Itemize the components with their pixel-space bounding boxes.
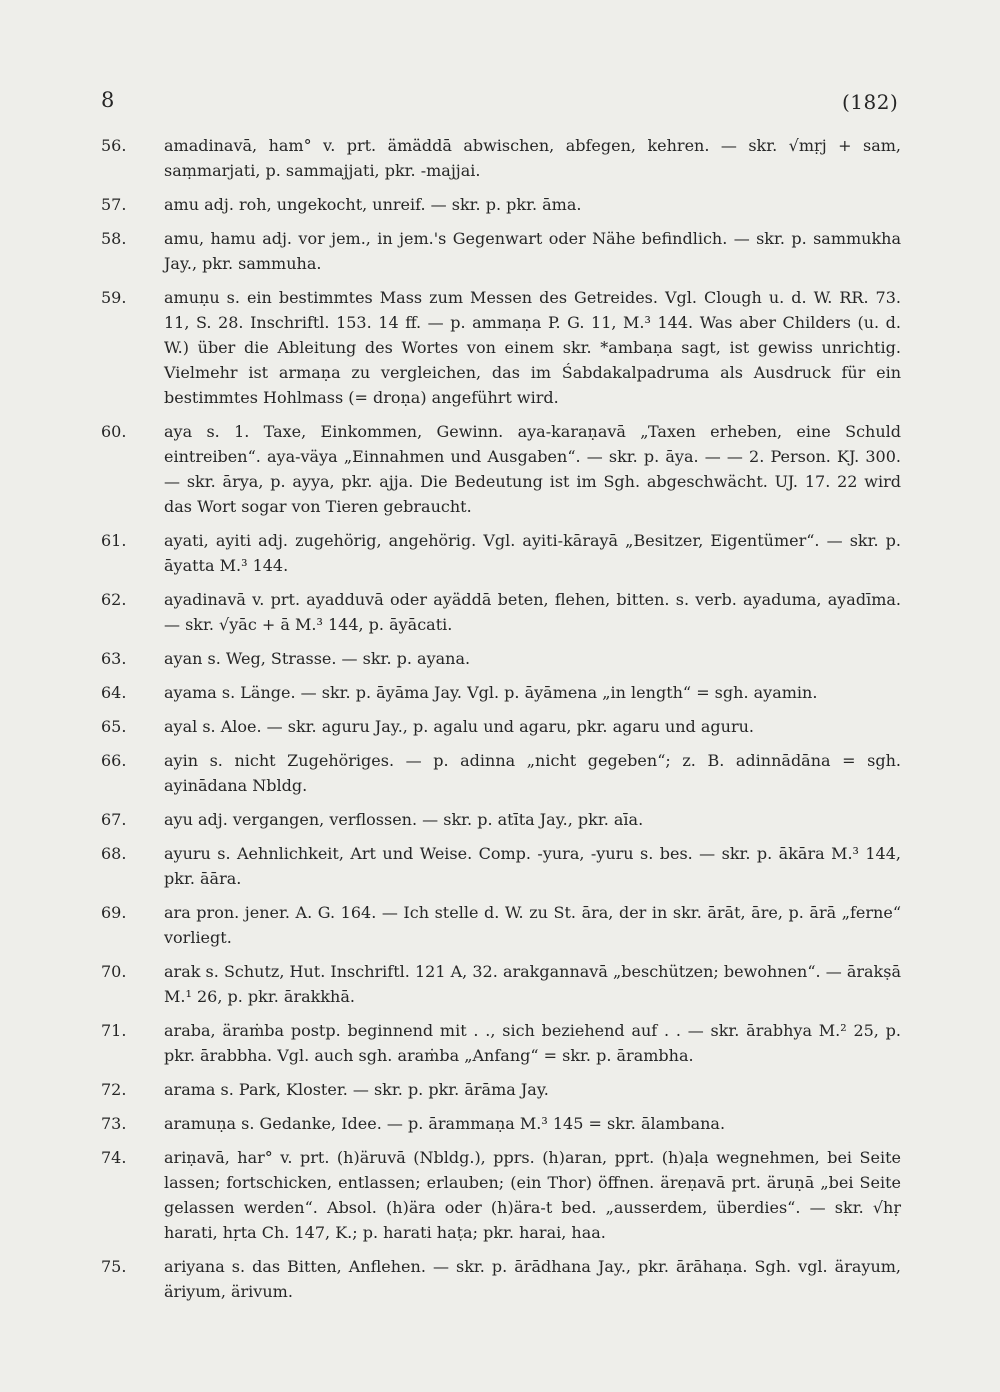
page-number: 8 [101, 88, 115, 112]
entry-62 [101, 587, 901, 637]
entry-number: 65. [101, 717, 127, 736]
entry-61 [101, 528, 901, 578]
entry-text: ayan s. Weg, Strasse. — skr. p. ayana. [164, 649, 471, 668]
entry-number: 58. [101, 229, 127, 248]
entry-60 [101, 419, 901, 519]
entry-text: ayati, ayiti adj. zugehörig, angehörig. Vgl. ayiti-kārayā „Besitzer, Eigentümer“. — skr. p. āyatta M.³ 144. [164, 531, 901, 575]
entry-67 [101, 807, 901, 832]
entry-number: 70. [101, 962, 127, 981]
entry-number: 64. [101, 683, 127, 702]
entry-text: araba, äraṁba postp. beginnend mit . ., sich beziehend auf . . — skr. ārabhya M.² 25, p. pkr. ārabbha. Vgl. auch sgh. araṁba „Anfang“ = skr. p. ārambha. [164, 1021, 901, 1065]
entry-text: ariyana s. das Bitten, Anflehen. — skr. p. ārādhana Jay., pkr. ārāhaṇa. Sgh. vgl. ärayum, äriyum, ärivum. [164, 1257, 901, 1301]
entry-number: 56. [101, 136, 127, 155]
entry-number: 60. [101, 422, 127, 441]
entry-text: amadinavā, ham° v. prt. ämäddā abwischen, abfegen, kehren. — skr. √mṛj + sam, saṃmarjati, p. sammajjati, pkr. -majjai. [164, 136, 901, 180]
entry-65 [101, 714, 901, 739]
entry-text: ariṇavā, har° v. prt. (h)äruvā (Nbldg.), pprs. (h)aran, pprt. (h)aḷa wegnehmen, bei Seite lassen; fortschicken, entlassen; erlauben; (ein Thor) öffnen. äreṇavā prt. äruṇā „bei Seite gelassen werden“. Absol. (h)ära oder (h)ära-t bed. „ausserdem, überdies“. — skr. √hṛ harati, hṛta Ch. 147, K.; p. harati haṭa; pkr. harai, haa. [164, 1148, 901, 1242]
entry-text: ayu adj. vergangen, verflossen. — skr. p. atīta Jay., pkr. aīa. [164, 810, 644, 829]
entry-text: ara pron. jener. A. G. 164. — Ich stelle d. W. zu St. āra, der in skr. ārāt, āre, p. ārā „ferne“ vorliegt. [164, 903, 901, 947]
entry-number: 59. [101, 288, 127, 307]
entry-66 [101, 748, 901, 798]
entry-text: aya s. 1. Taxe, Einkommen, Gewinn. aya-karaṇavā „Taxen erheben, eine Schuld eintreiben“. aya-väya „Einnahmen und Ausgaben“. — skr. p. āya. — — 2. Person. KJ. 300. — skr. ārya, p. ayya, pkr. ajja. Die Bedeutung ist im Sgh. abgeschwächt. UJ. 17. 22 wird das Wort sogar von Tieren gebraucht. [164, 422, 901, 516]
entry-70 [101, 959, 901, 1009]
entry-text: arama s. Park, Kloster. — skr. p. pkr. ārāma Jay. [164, 1080, 549, 1099]
entry-58 [101, 226, 901, 276]
entry-59 [101, 285, 901, 410]
entry-text: ayuru s. Aehnlichkeit, Art und Weise. Comp. -yura, -yuru s. bes. — skr. p. ākāra M.³ 144, pkr. āāra. [164, 844, 901, 888]
entry-text: ayama s. Länge. — skr. p. āyāma Jay. Vgl. p. āyāmena „in length“ = sgh. ayamin. [164, 683, 818, 702]
entry-text: ayin s. nicht Zugehöriges. — p. adinna „nicht gegeben“; z. B. adinnādāna = sgh. ayinādana Nbldg. [164, 751, 901, 795]
entry-56 [101, 133, 901, 183]
entry-text: ayal s. Aloe. — skr. aguru Jay., p. agalu und agaru, pkr. agaru und aguru. [164, 717, 754, 736]
entry-number: 66. [101, 751, 127, 770]
entry-63 [101, 646, 901, 671]
entry-text: amuṇu s. ein bestimmtes Mass zum Messen des Getreides. Vgl. Clough u. d. W. RR. 73. 11, S. 28. Inschriftl. 153. 14 ff. — p. ammaṇa P. G. 11, M.³ 144. Was aber Childers (u. d. W.) über die Ableitung des Wortes von einem skr. *ambaṇa sagt, ist gewiss unrichtig. Vielmehr ist armaṇa zu vergleichen, das im Śabdakalpadruma als Ausdruck für ein bestimmtes Hohlmass (= droṇa) angeführt wird. [164, 288, 901, 407]
entry-number: 74. [101, 1148, 127, 1167]
page-number-original: (182) [842, 90, 899, 114]
entry-list [101, 133, 901, 1313]
entry-number: 57. [101, 195, 127, 214]
entry-64 [101, 680, 901, 705]
entry-number: 67. [101, 810, 127, 829]
entry-number: 62. [101, 590, 127, 609]
entry-57 [101, 192, 901, 217]
entry-number: 68. [101, 844, 127, 863]
entry-number: 61. [101, 531, 127, 550]
entry-text: amu, hamu adj. vor jem., in jem.'s Gegenwart oder Nähe befindlich. — skr. p. sammukha Jay., pkr. sammuha. [164, 229, 901, 273]
entry-74 [101, 1145, 901, 1245]
entry-71 [101, 1018, 901, 1068]
entry-72 [101, 1077, 901, 1102]
entry-number: 71. [101, 1021, 127, 1040]
entry-text: amu adj. roh, ungekocht, unreif. — skr. p. pkr. āma. [164, 195, 582, 214]
entry-69 [101, 900, 901, 950]
entry-text: ayadinavā v. prt. ayadduvā oder ayäddā beten, flehen, bitten. s. verb. ayaduma, ayadīma. — skr. √yāc + ā M.³ 144, p. āyācati. [164, 590, 901, 634]
entry-text: arak s. Schutz, Hut. Inschriftl. 121 A, 32. arakgannavā „beschützen; bewohnen“. — ārakṣā M.¹ 26, p. pkr. ārakkhā. [164, 962, 901, 1006]
entry-number: 63. [101, 649, 127, 668]
entry-68 [101, 841, 901, 891]
entry-75 [101, 1254, 901, 1304]
entry-73 [101, 1111, 901, 1136]
entry-number: 73. [101, 1114, 127, 1133]
entry-number: 72. [101, 1080, 127, 1099]
entry-text: aramuṇa s. Gedanke, Idee. — p. ārammaṇa M.³ 145 = skr. ālambana. [164, 1114, 726, 1133]
entry-number: 75. [101, 1257, 127, 1276]
entry-number: 69. [101, 903, 127, 922]
